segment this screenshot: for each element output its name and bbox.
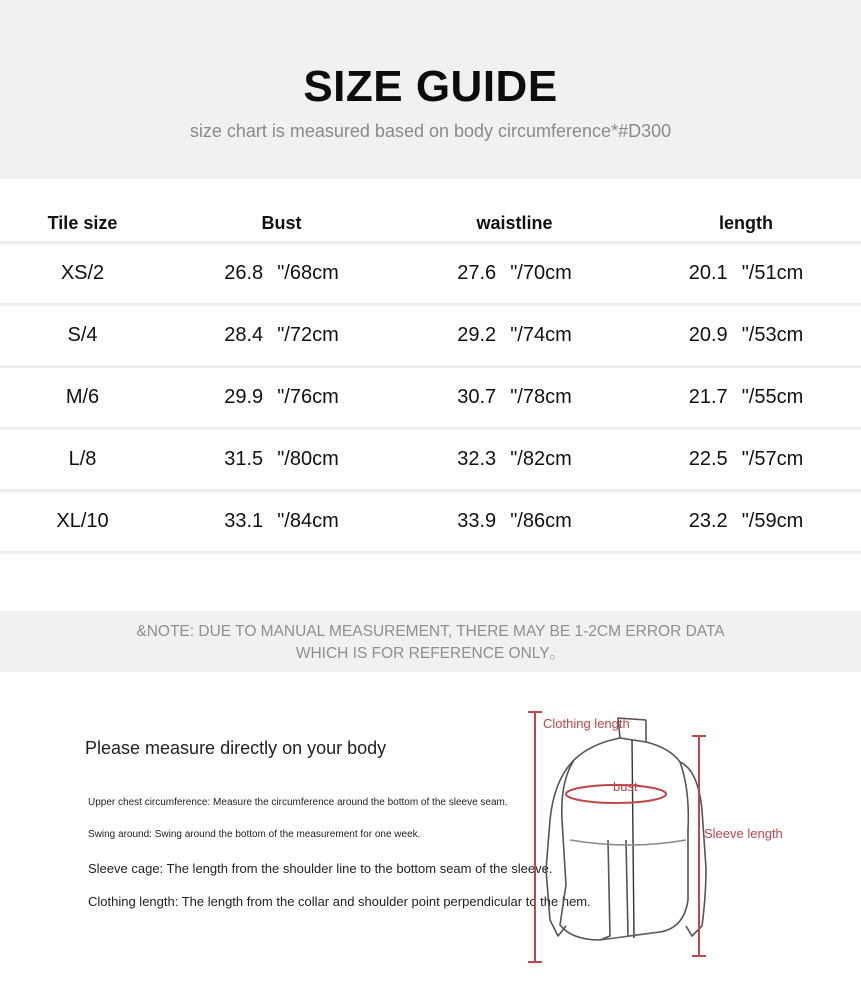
bust-unit: "/76cm [277, 386, 339, 408]
waist-unit: "/86cm [510, 510, 572, 532]
waist-cell [398, 386, 631, 409]
bust-cell [165, 262, 398, 285]
length-value: 22.5 [688, 448, 728, 470]
length-cell [631, 386, 861, 409]
waist-value: 32.3 [457, 448, 497, 470]
size-cell: S/4 [67, 324, 98, 346]
note-line-1: &NOTE: DUE TO MANUAL MEASUREMENT, THERE MAY BE 1-2CM ERROR DATA [136, 623, 725, 640]
length-value: 21.7 [688, 386, 728, 408]
sleeve-length-label: Sleeve length [704, 826, 783, 841]
bust-label: bust [613, 779, 638, 794]
bust-cell [165, 448, 398, 471]
waist-value: 33.9 [457, 510, 497, 532]
length-cell [631, 510, 861, 533]
column-header-length: length [719, 212, 773, 233]
page-subtitle: size chart is measured based on body circumference*#D300 [189, 121, 672, 141]
table-header-row [0, 205, 861, 244]
length-unit: "/55cm [741, 386, 804, 408]
sleeve-cage-instruction: Sleeve cage: The length from the shoulder line to the bottom seam of the sleeve. [88, 861, 553, 876]
bust-value: 26.8 [224, 262, 264, 284]
length-cell [631, 262, 861, 285]
waist-value: 30.7 [457, 386, 497, 408]
length-cell [631, 448, 861, 471]
header-banner [0, 0, 861, 179]
length-value: 20.1 [688, 262, 728, 284]
table-row [0, 244, 861, 306]
length-cell [631, 324, 861, 347]
waist-cell [398, 324, 631, 347]
table-row [0, 306, 861, 368]
bust-cell [165, 386, 398, 409]
waist-cell [398, 448, 631, 471]
size-cell: XS/2 [60, 262, 105, 284]
column-header-waistline: waistline [476, 212, 553, 233]
length-unit: "/53cm [741, 324, 804, 346]
length-unit: "/59cm [741, 510, 804, 532]
swing-instruction: Swing around: Swing around the bottom of the measurement for one week. [88, 829, 421, 840]
jacket-diagram [520, 700, 800, 970]
column-header-bust: Bust [261, 212, 302, 233]
bust-unit: "/84cm [277, 510, 339, 532]
waist-cell [398, 262, 631, 285]
column-header-size: Tile size [47, 212, 118, 233]
length-unit: "/57cm [741, 448, 804, 470]
length-unit: "/51cm [741, 262, 804, 284]
bust-value: 33.1 [224, 510, 264, 532]
waist-value: 27.6 [457, 262, 497, 284]
length-value: 20.9 [688, 324, 728, 346]
table-row [0, 492, 861, 554]
page-title: SIZE GUIDE [303, 62, 558, 111]
bust-unit: "/80cm [277, 448, 339, 470]
waist-unit: "/82cm [510, 448, 572, 470]
size-cell: L/8 [68, 448, 97, 470]
bust-value: 29.9 [224, 386, 264, 408]
table-row [0, 430, 861, 492]
bust-cell [165, 510, 398, 533]
waist-value: 29.2 [457, 324, 497, 346]
upper-chest-instruction: Upper chest circumference: Measure the circumference around the bottom of the sleeve seam. [88, 797, 508, 808]
clothing-length-instruction: Clothing length: The length from the collar and shoulder point perpendicular to the hem. [88, 894, 591, 909]
size-cell: M/6 [65, 386, 100, 408]
bust-cell [165, 324, 398, 347]
waist-unit: "/78cm [510, 386, 572, 408]
clothing-length-label: Clothing length [543, 716, 630, 731]
bust-unit: "/72cm [277, 324, 339, 346]
size-table [0, 205, 861, 554]
bust-value: 28.4 [224, 324, 264, 346]
bust-value: 31.5 [224, 448, 264, 470]
waist-unit: "/70cm [510, 262, 572, 284]
size-cell: XL/10 [56, 510, 109, 532]
waist-unit: "/74cm [510, 324, 572, 346]
table-row [0, 368, 861, 430]
waist-cell [398, 510, 631, 533]
note-line-2: WHICH IS FOR REFERENCE ONLY。 [295, 645, 566, 662]
length-value: 23.2 [688, 510, 728, 532]
bust-unit: "/68cm [277, 262, 339, 284]
measurement-note [0, 611, 861, 672]
measure-heading: Please measure directly on your body [85, 738, 387, 758]
